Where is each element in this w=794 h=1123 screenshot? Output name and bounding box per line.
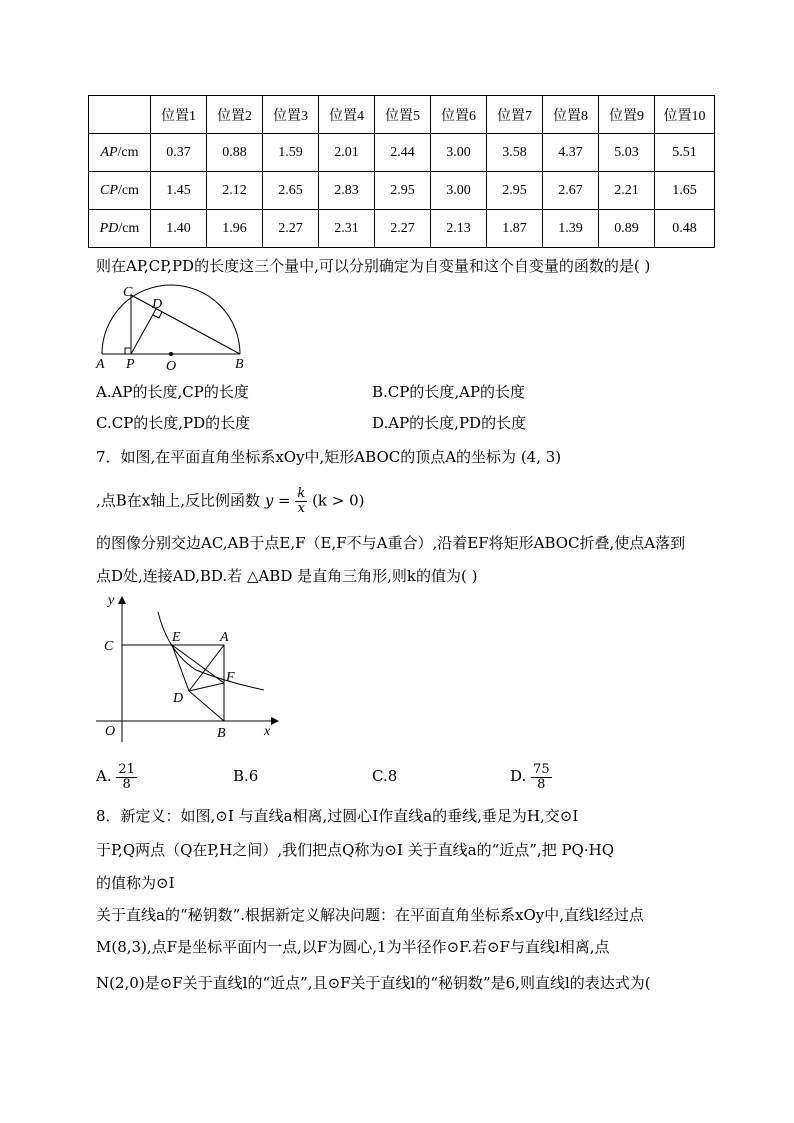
q8-line6: N(2,0)是⊙F关于直线l的“近点”,且⊙F关于直线l的“秘钥数”是6,则直线l的表达式为( xyxy=(96,974,651,992)
table-cell: 5.51 xyxy=(655,134,715,172)
table-cell: 0.48 xyxy=(655,210,715,248)
position-data-table xyxy=(88,95,715,248)
table-header-row xyxy=(89,96,715,134)
table-cell: 2.12 xyxy=(207,172,263,210)
q6-option-c: C.CP的长度,PD的长度 xyxy=(96,414,251,432)
table-header-cell: 位置8 xyxy=(543,96,599,134)
table-cell: 2.27 xyxy=(263,210,319,248)
segment-pd xyxy=(131,309,156,354)
table-header-cell: 位置1 xyxy=(151,96,207,134)
table-header-cell: 位置3 xyxy=(263,96,319,134)
q7-func-k: k xyxy=(297,486,306,501)
table-cell: 1.96 xyxy=(207,210,263,248)
table-cell: 1.39 xyxy=(543,210,599,248)
q7-func-y: y = xyxy=(264,491,291,510)
table-row-ap xyxy=(89,134,715,172)
table-cell: 2.95 xyxy=(487,172,543,210)
center-o-dot xyxy=(169,352,173,356)
q7-line2 xyxy=(96,487,365,516)
table-cell: 2.95 xyxy=(375,172,431,210)
table-header-cell: 位置2 xyxy=(207,96,263,134)
label-a: A xyxy=(96,357,105,372)
label-e: E xyxy=(172,630,181,645)
q8-line4: 关于直线a的“秘钥数”.根据新定义解决问题：在平面直角坐标系xOy中,直线l经过点 xyxy=(96,906,644,924)
q7-option-c: C.8 xyxy=(372,767,398,785)
label-d: D xyxy=(152,297,163,312)
row-label: CP/cm xyxy=(89,172,151,210)
q7-option-a-fraction: $\frac{21}{8}$ xyxy=(118,761,135,792)
label-f: F xyxy=(226,670,235,685)
table-header-cell: 位置6 xyxy=(431,96,487,134)
q6-option-a: A.AP的长度,CP的长度 xyxy=(96,383,249,401)
table-row-cp xyxy=(89,172,715,210)
label-b: B xyxy=(217,726,226,741)
q7-option-d: D. $\frac{75}{8}$ xyxy=(510,761,550,792)
table-cell: 1.87 xyxy=(487,210,543,248)
table-cell: 2.65 xyxy=(263,172,319,210)
row-label: AP/cm xyxy=(89,134,151,172)
segment-db xyxy=(189,691,224,721)
table-cell: 2.67 xyxy=(543,172,599,210)
table-cell: 0.37 xyxy=(151,134,207,172)
q7-line1: 7．如图,在平面直角坐标系xOy中,矩形ABOC的顶点A的坐标为 (4, 3) xyxy=(96,448,562,466)
q7-func-x: x xyxy=(297,501,306,516)
row-label: PD/cm xyxy=(89,210,151,248)
table-header-cell: 位置4 xyxy=(319,96,375,134)
q8-line2: 于P,Q两点（Q在P,H之间）,我们把点Q称为⊙I 关于直线a的“近点”,把 PQ·HQ xyxy=(96,841,615,859)
q6-option-b: B.CP的长度,AP的长度 xyxy=(372,383,526,401)
right-angle-p xyxy=(125,348,131,354)
q6-question: 则在AP,CP,PD的长度这三个量中,可以分别确定为自变量和这个自变量的函数的是( ) xyxy=(96,257,651,275)
table-cell: 1.65 xyxy=(655,172,715,210)
table-cell: 5.03 xyxy=(599,134,655,172)
segment-ef xyxy=(172,645,224,683)
q7-func-fraction xyxy=(295,487,307,516)
table-row-pd xyxy=(89,210,715,248)
label-d: D xyxy=(173,691,184,706)
x-axis-arrow xyxy=(271,717,279,725)
table-cell: 2.13 xyxy=(431,210,487,248)
label-c: C xyxy=(104,639,114,654)
table-cell: 2.31 xyxy=(319,210,375,248)
table-cell: 3.00 xyxy=(431,134,487,172)
label-c: C xyxy=(123,285,133,300)
q7-line4: 点D处,连接AD,BD.若 △ABD 是直角三角形,则k的值为( ) xyxy=(96,567,478,585)
q8-line5: M(8,3),点F是坐标平面内一点,以F为圆心,1为半径作⊙F.若⊙F与直线l相离,点 xyxy=(96,938,610,956)
q7-line3: 的图像分别交边AC,AB于点E,F（E,F不与A重合）,沿着EF将矩形ABOC折叠,使点A落到 xyxy=(96,534,686,552)
table-cell: 3.00 xyxy=(431,172,487,210)
segment-ed xyxy=(172,645,189,691)
table-header-cell: 位置7 xyxy=(487,96,543,134)
q8-line3: 的值称为⊙I xyxy=(96,874,175,892)
q7-line2-text: ,点B在x轴上,反比例函数 xyxy=(96,491,261,510)
label-o: O xyxy=(105,724,116,739)
table-cell: 1.40 xyxy=(151,210,207,248)
rectangle-abo c xyxy=(122,645,224,721)
table-cell: 4.37 xyxy=(543,134,599,172)
q7-option-a: A. $\frac{21}{8}$ xyxy=(96,761,135,792)
table-cell: 2.01 xyxy=(319,134,375,172)
table-cell: 1.45 xyxy=(151,172,207,210)
y-axis-arrow xyxy=(118,596,126,604)
q8-line1: 8．新定义：如图,⊙I 与直线a相离,过圆心I作直线a的垂线,垂足为H,交⊙I xyxy=(96,807,579,825)
q7-func-cond: (k > 0) xyxy=(312,491,365,510)
table-cell: 1.59 xyxy=(263,134,319,172)
table-cell: 0.89 xyxy=(599,210,655,248)
q6-semicircle-figure xyxy=(92,282,252,372)
q6-option-d: D.AP的长度,PD的长度 xyxy=(372,414,527,432)
table-cell: 2.83 xyxy=(319,172,375,210)
label-x: x xyxy=(264,724,271,739)
q7-coordinate-figure xyxy=(96,592,286,747)
table-cell: 0.88 xyxy=(207,134,263,172)
table-header-cell: 位置10 xyxy=(655,96,715,134)
label-a: A xyxy=(220,630,229,645)
label-o: O xyxy=(166,359,177,372)
table-cell: 2.21 xyxy=(599,172,655,210)
q7-option-d-fraction: $\frac{75}{8}$ xyxy=(533,761,550,792)
label-p: P xyxy=(126,357,135,372)
q7-option-b: B.6 xyxy=(233,767,259,785)
table-cell: 2.44 xyxy=(375,134,431,172)
table-header-cell xyxy=(89,96,151,134)
label-b: B xyxy=(235,357,244,372)
table-cell: 3.58 xyxy=(487,134,543,172)
table-header-cell: 位置5 xyxy=(375,96,431,134)
table-cell: 2.27 xyxy=(375,210,431,248)
label-y: y xyxy=(108,593,115,608)
table-header-cell: 位置9 xyxy=(599,96,655,134)
